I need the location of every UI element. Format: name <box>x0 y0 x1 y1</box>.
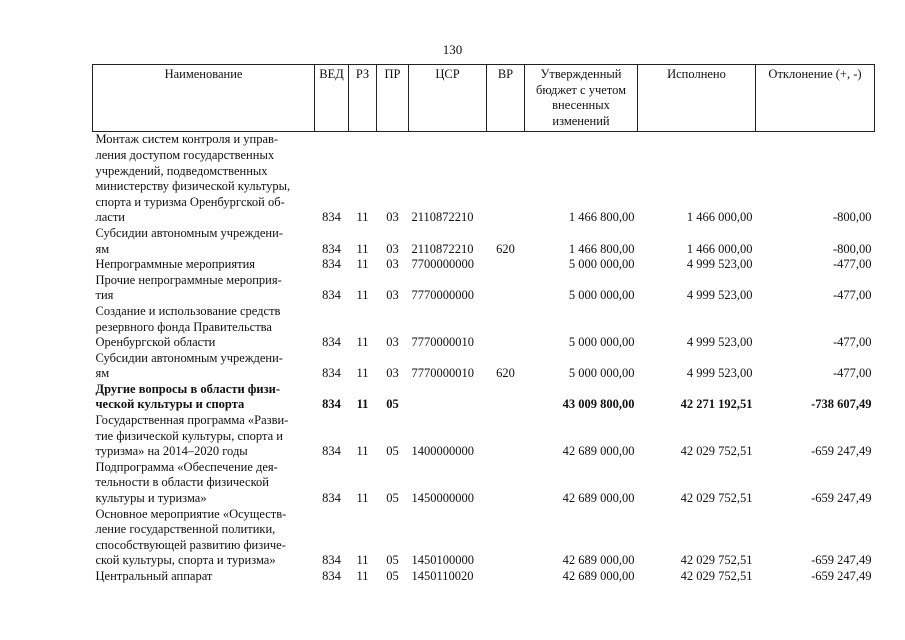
row-deviation: -800,00 <box>832 210 872 225</box>
row-name <box>93 132 315 226</box>
row-executed: 4 999 523,00 <box>686 366 753 381</box>
row-vr <box>487 304 525 351</box>
row-name-line: ям <box>95 241 110 256</box>
row-executed: 42 029 752,51 <box>680 444 753 459</box>
row-csr: 2110872210 <box>411 241 474 256</box>
table-row <box>93 569 875 585</box>
row-name-line: Монтаж систем контроля и управ- <box>95 132 279 147</box>
row-name-line: Прочие непрограммные мероприя- <box>95 272 282 287</box>
row-name-line: Создание и использование средств <box>95 303 281 318</box>
row-vr <box>487 569 525 585</box>
row-name-line: спорта и туризма Оренбургской об- <box>95 194 285 209</box>
row-pr: 03 <box>386 288 399 303</box>
row-ved: 834 <box>322 366 341 381</box>
row-rz: 11 <box>356 397 369 412</box>
row-name-line: Основное мероприятие «Осуществ- <box>95 506 287 521</box>
row-name-line: Субсидии автономным учреждени- <box>95 225 283 240</box>
row-rz: 11 <box>356 366 369 381</box>
row-rz: 11 <box>356 491 369 506</box>
row-ved: 834 <box>322 210 341 225</box>
row-csr: 7770000000 <box>411 288 474 303</box>
row-csr <box>409 382 487 413</box>
row-approved: 5 000 000,00 <box>568 288 635 303</box>
row-executed: 1 466 000,00 <box>686 241 753 256</box>
row-name <box>93 351 315 382</box>
row-ved: 834 <box>322 257 341 272</box>
table-row <box>93 460 875 507</box>
header-vr: ВР <box>487 65 525 132</box>
row-vr: 620 <box>496 366 515 381</box>
row-approved: 5 000 000,00 <box>568 257 635 272</box>
row-csr: 7770000010 <box>411 366 474 381</box>
table-body <box>93 132 875 585</box>
row-pr: 03 <box>386 257 399 272</box>
header-deviation: Отклонение (+, -) <box>756 65 875 132</box>
row-name-line: ласти <box>95 210 125 225</box>
row-name <box>93 382 315 413</box>
header-approved: Утвержденный бюджет с учетом внесенных изменений <box>525 65 638 132</box>
row-approved: 42 689 000,00 <box>562 491 635 506</box>
row-name <box>93 569 315 585</box>
row-name-line: тие физической культуры, спорта и <box>95 428 283 443</box>
row-name-line: резервного фонда Правительства <box>95 319 272 334</box>
budget-table <box>92 64 875 585</box>
row-rz: 11 <box>356 288 369 303</box>
row-rz: 11 <box>356 257 369 272</box>
table-row <box>93 132 875 226</box>
row-csr: 2110872210 <box>411 210 474 225</box>
row-rz: 11 <box>356 553 369 568</box>
row-name <box>93 273 315 304</box>
page-number: 130 <box>442 42 463 57</box>
table-row <box>93 351 875 382</box>
header-pr: ПР <box>377 65 409 132</box>
row-vr <box>487 507 525 569</box>
table-row <box>93 507 875 569</box>
header-rz: РЗ <box>349 65 377 132</box>
row-pr: 03 <box>386 335 399 350</box>
row-name-line: туризма» на 2014–2020 годы <box>95 444 248 459</box>
row-ved: 834 <box>322 444 341 459</box>
row-deviation: -659 247,49 <box>811 491 872 506</box>
row-executed: 42 029 752,51 <box>680 569 753 583</box>
row-name-line: Государственная программа «Разви- <box>95 413 289 428</box>
row-name-line: ление государственной политики, <box>95 522 276 537</box>
row-approved: 43 009 800,00 <box>562 397 635 412</box>
row-name-line: способствующей развитию физиче- <box>95 537 286 552</box>
row-name-line: учреждений, подведомственных <box>95 163 268 178</box>
row-pr: 03 <box>386 210 399 225</box>
row-csr: 7770000010 <box>411 335 474 350</box>
table-row <box>93 382 875 413</box>
row-vr: 620 <box>496 241 515 256</box>
row-approved: 5 000 000,00 <box>568 335 635 350</box>
table-row <box>93 304 875 351</box>
row-pr: 05 <box>386 553 399 568</box>
row-name-line: тия <box>95 288 114 303</box>
row-rz: 11 <box>356 335 369 350</box>
row-approved: 42 689 000,00 <box>562 569 635 583</box>
row-name-line: Другие вопросы в области физи- <box>95 381 281 396</box>
row-approved: 1 466 800,00 <box>568 241 635 256</box>
row-vr <box>487 273 525 304</box>
row-rz: 11 <box>356 569 369 583</box>
row-ved: 834 <box>322 335 341 350</box>
row-name-line: Подпрограмма «Обеспечение дея- <box>95 459 278 474</box>
row-deviation: -659 247,49 <box>811 553 872 568</box>
row-name <box>93 413 315 460</box>
row-executed: 42 029 752,51 <box>680 491 753 506</box>
row-deviation: -477,00 <box>832 366 872 381</box>
row-name-line: ям <box>95 366 110 381</box>
row-ved: 834 <box>322 288 341 303</box>
table-row <box>93 413 875 460</box>
header-executed: Исполнено <box>638 65 756 132</box>
row-pr: 05 <box>386 569 399 583</box>
row-vr <box>487 132 525 226</box>
row-ved: 834 <box>322 569 341 583</box>
row-approved: 42 689 000,00 <box>562 444 635 459</box>
row-deviation: -659 247,49 <box>811 444 872 459</box>
table-row <box>93 273 875 304</box>
row-name <box>93 304 315 351</box>
row-name-line: культуры и туризма» <box>95 491 207 506</box>
header-row <box>93 65 875 132</box>
row-pr: 05 <box>386 491 399 506</box>
row-csr: 1400000000 <box>411 444 474 459</box>
row-pr: 03 <box>386 366 399 381</box>
row-ved: 834 <box>322 397 341 412</box>
row-name-line: министерству физической культуры, <box>95 179 291 194</box>
row-pr: 05 <box>386 397 399 412</box>
row-deviation: -477,00 <box>832 288 872 303</box>
row-deviation: -477,00 <box>832 257 872 272</box>
row-deviation: -800,00 <box>832 241 872 256</box>
row-executed: 1 466 000,00 <box>686 210 753 225</box>
row-name <box>93 257 315 273</box>
row-name-line: Оренбургской области <box>95 335 216 350</box>
row-approved: 1 466 800,00 <box>568 210 635 225</box>
row-pr: 05 <box>386 444 399 459</box>
row-csr: 1450100000 <box>411 553 474 568</box>
header-name: Наименование <box>93 65 315 132</box>
row-csr: 1450000000 <box>411 491 474 506</box>
row-name-line: тельности в области физической <box>95 475 269 490</box>
row-vr <box>487 460 525 507</box>
row-vr <box>487 382 525 413</box>
row-rz: 11 <box>356 210 369 225</box>
row-ved: 834 <box>322 241 341 256</box>
row-executed: 4 999 523,00 <box>686 257 753 272</box>
row-name-line: ления доступом государственных <box>95 147 275 162</box>
row-executed: 42 271 192,51 <box>680 397 753 412</box>
row-name-line: ческой культуры и спорта <box>95 397 245 412</box>
row-approved: 5 000 000,00 <box>568 366 635 381</box>
row-deviation: -477,00 <box>832 335 872 350</box>
row-vr <box>487 413 525 460</box>
row-name <box>93 460 315 507</box>
header-ved: ВЕД <box>315 65 349 132</box>
row-executed: 4 999 523,00 <box>686 288 753 303</box>
row-deviation: -738 607,49 <box>811 397 872 412</box>
row-name-line: Непрограммные мероприятия <box>95 257 256 272</box>
table-row <box>93 226 875 257</box>
row-rz: 11 <box>356 444 369 459</box>
row-executed: 4 999 523,00 <box>686 335 753 350</box>
row-name-line: Субсидии автономным учреждени- <box>95 350 283 365</box>
header-csr: ЦСР <box>409 65 487 132</box>
row-approved: 42 689 000,00 <box>562 553 635 568</box>
row-name-line: ской культуры, спорта и туризма» <box>95 553 276 568</box>
row-name <box>93 226 315 257</box>
row-deviation: -659 247,49 <box>811 569 872 583</box>
table-row <box>93 257 875 273</box>
row-executed: 42 029 752,51 <box>680 553 753 568</box>
row-ved: 834 <box>322 491 341 506</box>
row-ved: 834 <box>322 553 341 568</box>
row-name <box>93 507 315 569</box>
row-csr: 7700000000 <box>411 257 474 272</box>
row-pr: 03 <box>386 241 399 256</box>
row-csr: 1450110020 <box>411 569 474 583</box>
row-vr <box>487 257 525 273</box>
row-rz: 11 <box>356 241 369 256</box>
row-name-line: Центральный аппарат <box>95 569 213 583</box>
